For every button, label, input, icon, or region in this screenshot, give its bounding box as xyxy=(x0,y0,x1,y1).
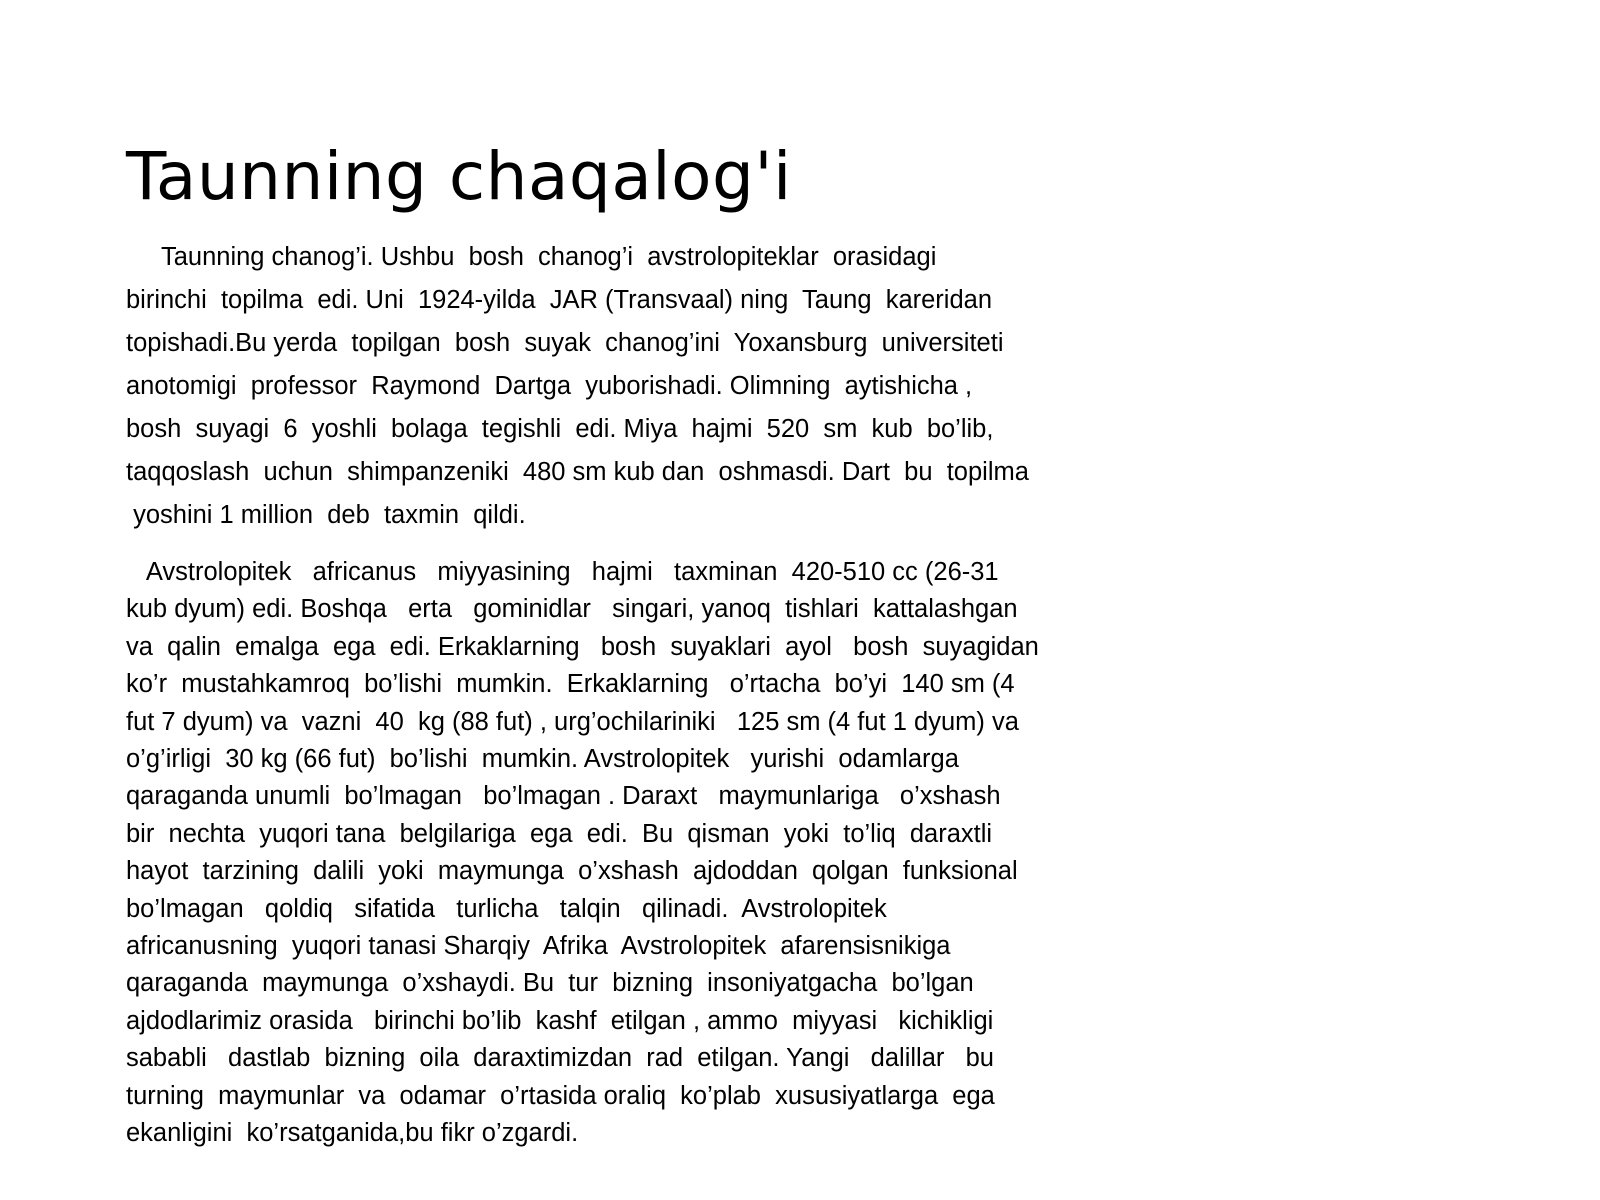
text-line: o’g’irligi 30 kg (66 fut) bo’lishi mumkin. Avstrolopitek yurishi odamlarga xyxy=(126,745,959,774)
text-line: va qalin emalga ega edi. Erkaklarning bosh suyaklari ayol bosh suyagidan xyxy=(126,632,1039,661)
text-line: sababli dastlab bizning oila daraxtimizdan rad etilgan. Yangi dalillar bu xyxy=(126,1044,994,1073)
paragraph-taung-skull xyxy=(126,236,1136,537)
text-line: Taunning chanog’i. Ushbu bosh chanog’i avstrolopiteklar orasidagi xyxy=(126,243,937,271)
text-line: ekanligini ko’rsatganida,bu fikr o’zgardi. xyxy=(126,1119,579,1148)
text-line: taqqoslash uchun shimpanzeniki 480 sm kub dan oshmasdi. Dart bu topilma xyxy=(126,458,1029,486)
text-line: africanusning yuqori tanasi Sharqiy Afrika Avstrolopitek afarensisnikiga xyxy=(126,932,951,961)
text-line: hayot tarzining dalili yoki maymunga o’xshash ajdoddan qolgan funksional xyxy=(126,857,1018,886)
text-line: Avstrolopitek africanus miyyasining hajmi taxminan 420-510 cc (26-31 xyxy=(126,558,999,586)
text-line: bo’lmagan qoldiq sifatida turlicha talqin qilinadi. Avstrolopitek xyxy=(126,894,887,923)
text-line: birinchi topilma edi. Uni 1924-yilda JAR (Transvaal) ning Taung kareridan xyxy=(126,286,993,314)
text-line: topishadi.Bu yerda topilgan bosh suyak chanog’ini Yoxansburg universiteti xyxy=(126,329,1004,357)
text-line: bosh suyagi 6 yoshli bolaga tegishli edi. Miya hajmi 520 sm kub bo’lib, xyxy=(126,415,994,443)
text-line: ko’r mustahkamroq bo’lishi mumkin. Erkaklarning o’rtacha bo’yi 140 sm (4 xyxy=(126,670,1015,699)
text-line: anotomigi professor Raymond Dartga yuborishadi. Olimning aytishicha , xyxy=(126,372,973,400)
slide-title: Taunning chaqalog'i xyxy=(126,138,792,215)
text-line: qaraganda unumli bo’lmagan bo’lmagan . Daraxt maymunlariga o’xshash xyxy=(126,782,1001,811)
text-line: yoshini 1 million deb taxmin qildi. xyxy=(126,501,526,529)
text-line: bir nechta yuqori tana belgilariga ega edi. Bu qisman yoki to’liq daraxtli xyxy=(126,819,993,848)
text-line: ajdodlarimiz orasida birinchi bo’lib kashf etilgan , ammo miyyasi kichikligi xyxy=(126,1006,994,1035)
paragraph-australopithecus-africanus xyxy=(126,554,1136,1153)
text-line: qaraganda maymunga o’xshaydi. Bu tur bizning insoniyatgacha bo’lgan xyxy=(126,969,974,998)
text-line: turning maymunlar va odamar o’rtasida oraliq ko’plab xususiyatlarga ega xyxy=(126,1081,995,1110)
text-line: kub dyum) edi. Boshqa erta gominidlar singari, yanoq tishlari kattalashgan xyxy=(126,595,1018,624)
text-line: fut 7 dyum) va vazni 40 kg (88 fut) , urg’ochilariniki 125 sm (4 fut 1 dyum) va xyxy=(126,707,1019,736)
